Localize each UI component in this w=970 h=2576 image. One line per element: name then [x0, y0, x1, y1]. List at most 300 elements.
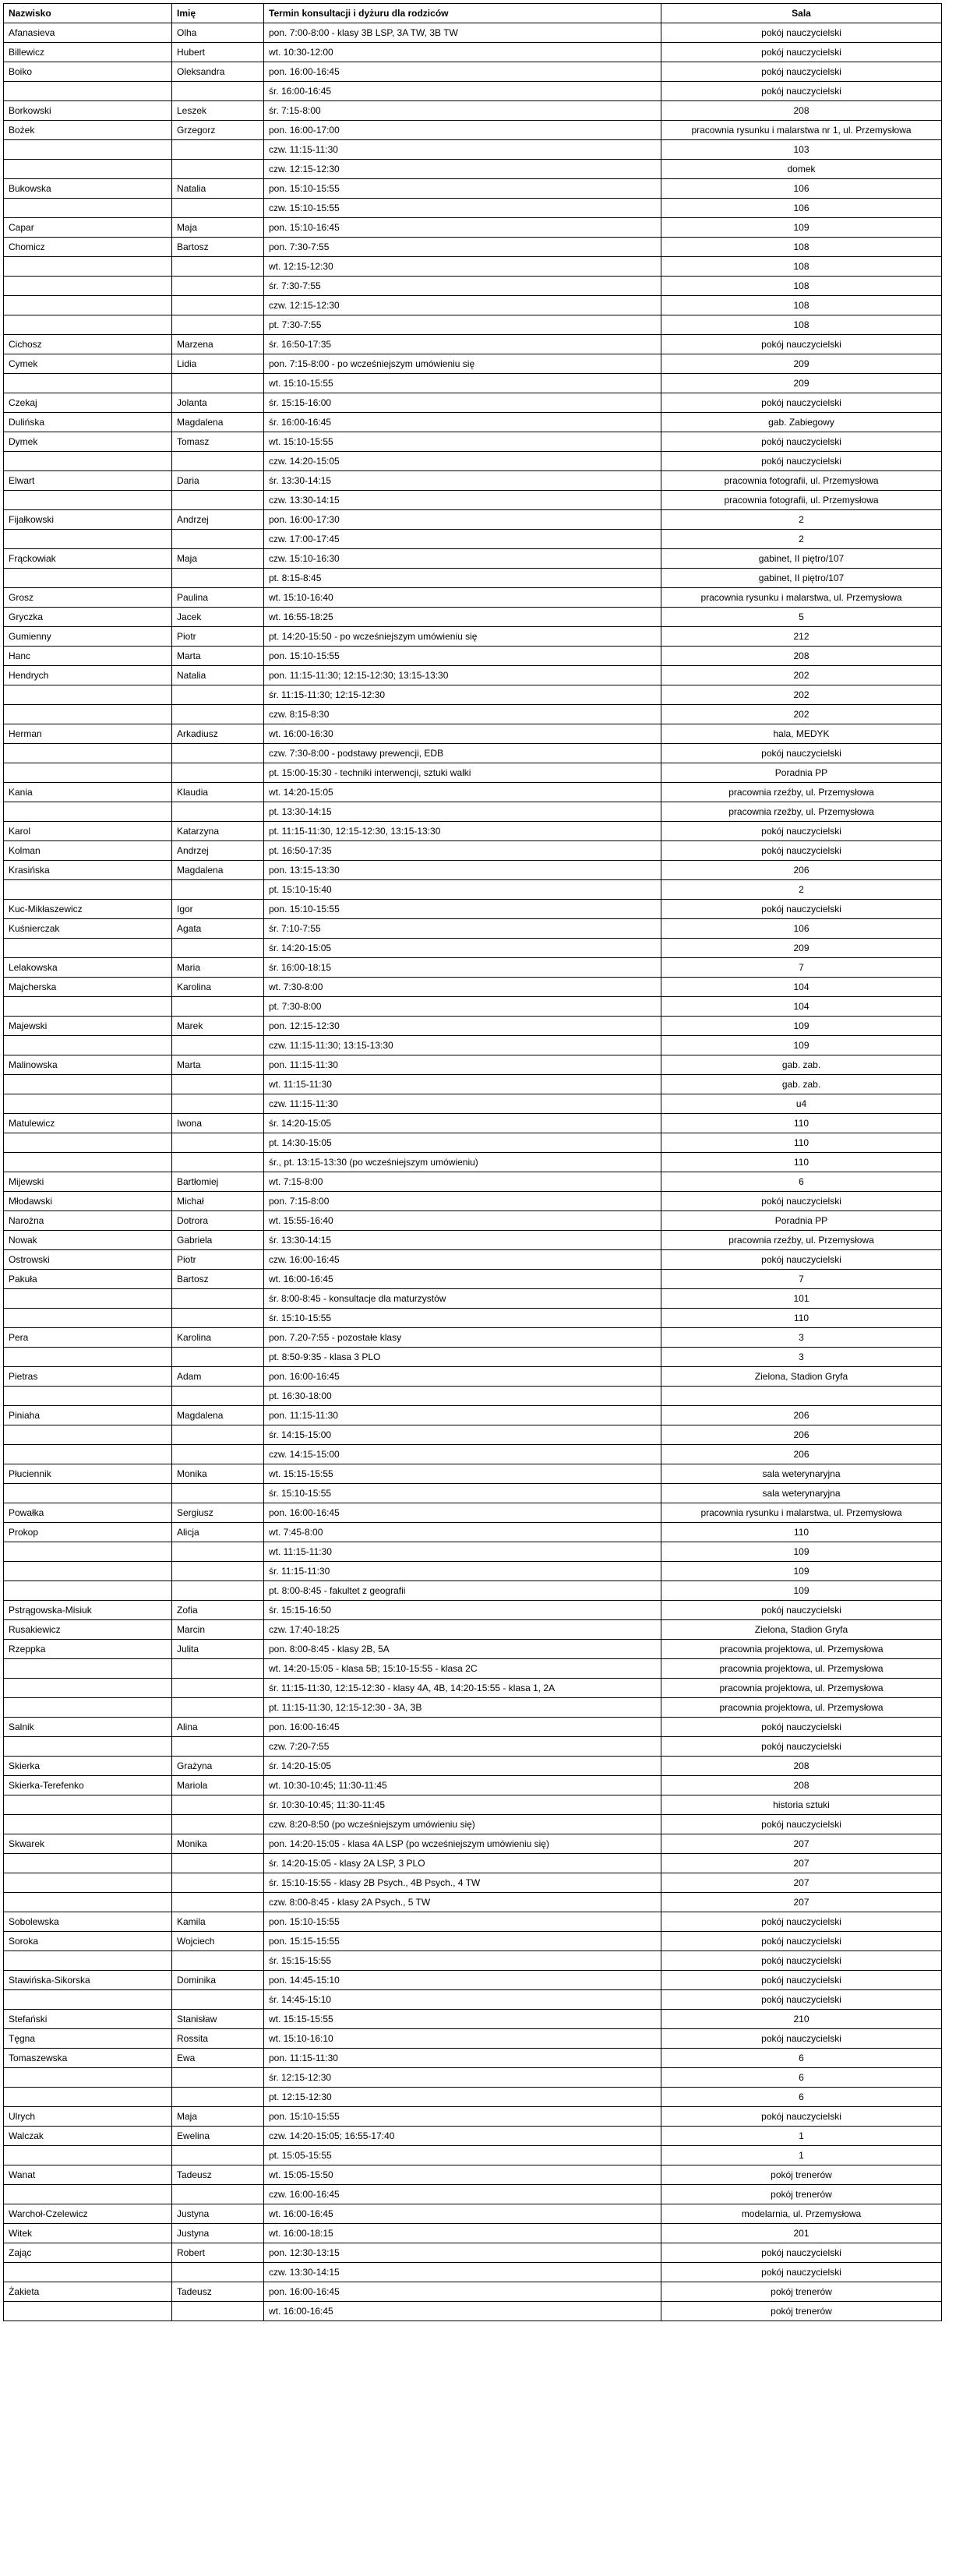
room-cell: gabinet, II piętro/107 — [661, 549, 942, 569]
table-row — [4, 2204, 942, 2224]
table-row — [4, 783, 942, 802]
first-name-cell — [172, 1289, 264, 1309]
term-cell: pon. 16:00-16:45 — [264, 62, 661, 82]
room-cell: 109 — [661, 1581, 942, 1601]
term-cell: pt. 16:50-17:35 — [264, 841, 661, 861]
term-cell: czw. 12:15-12:30 — [264, 160, 661, 179]
room-cell: 209 — [661, 939, 942, 958]
room-cell: gabinet, II piętro/107 — [661, 569, 942, 588]
room-cell: pokój nauczycielski — [661, 432, 942, 452]
room-cell: 5 — [661, 608, 942, 627]
term-cell: śr. 15:15-16:50 — [264, 1601, 661, 1620]
first-name-cell — [172, 160, 264, 179]
term-cell: wt. 15:10-15:55 — [264, 374, 661, 393]
table-row — [4, 588, 942, 608]
table-row — [4, 510, 942, 530]
term-cell: pon. 7:15-8:00 - po wcześniejszym umówieniu się — [264, 354, 661, 374]
term-cell: pon. 16:00-16:45 — [264, 2282, 661, 2302]
term-cell: wt. 16:00-16:45 — [264, 2204, 661, 2224]
first-name-cell — [172, 1562, 264, 1581]
first-name-cell: Daria — [172, 471, 264, 491]
surname-cell: Prokop — [4, 1523, 172, 1542]
term-cell: czw. 8:00-8:45 - klasy 2A Psych., 5 TW — [264, 1893, 661, 1912]
table-row — [4, 530, 942, 549]
first-name-cell — [172, 1990, 264, 2010]
table-row — [4, 1562, 942, 1581]
surname-cell: Salnik — [4, 1718, 172, 1737]
surname-cell — [4, 2185, 172, 2204]
surname-cell — [4, 1153, 172, 1172]
surname-cell: Czekaj — [4, 393, 172, 413]
term-cell: czw. 14:15-15:00 — [264, 1445, 661, 1464]
first-name-cell — [172, 1133, 264, 1153]
first-name-cell: Michał — [172, 1192, 264, 1211]
term-cell: pt. 14:30-15:05 — [264, 1133, 661, 1153]
first-name-cell: Iwona — [172, 1114, 264, 1133]
term-cell: pt. 15:00-15:30 - techniki interwencji, sztuki walki — [264, 763, 661, 783]
surname-cell — [4, 491, 172, 510]
table-row — [4, 1250, 942, 1270]
surname-cell — [4, 1348, 172, 1367]
term-cell: czw. 15:10-15:55 — [264, 199, 661, 218]
first-name-cell — [172, 199, 264, 218]
room-cell: u4 — [661, 1094, 942, 1114]
header-room: Sala — [661, 4, 942, 23]
surname-cell: Frąckowiak — [4, 549, 172, 569]
surname-cell — [4, 315, 172, 335]
term-cell: pon. 11:15-11:30 — [264, 2049, 661, 2068]
room-cell: 206 — [661, 1445, 942, 1464]
surname-cell: Bożek — [4, 121, 172, 140]
surname-cell: Capar — [4, 218, 172, 238]
surname-cell: Gumienny — [4, 627, 172, 647]
term-cell: pon. 15:10-15:55 — [264, 179, 661, 199]
surname-cell: Soroka — [4, 1932, 172, 1951]
term-cell: czw. 11:15-11:30; 13:15-13:30 — [264, 1036, 661, 1055]
table-row — [4, 374, 942, 393]
room-cell: 209 — [661, 374, 942, 393]
surname-cell: Pietras — [4, 1367, 172, 1387]
room-cell: 207 — [661, 1893, 942, 1912]
table-row — [4, 452, 942, 471]
term-cell: czw. 8:20-8:50 (po wcześniejszym umówieniu się) — [264, 1815, 661, 1834]
table-row — [4, 724, 942, 744]
table-row — [4, 1640, 942, 1659]
room-cell: 108 — [661, 238, 942, 257]
surname-cell — [4, 744, 172, 763]
first-name-cell: Natalia — [172, 666, 264, 685]
surname-cell — [4, 1990, 172, 2010]
term-cell: śr. 16:00-16:45 — [264, 82, 661, 101]
surname-cell — [4, 374, 172, 393]
first-name-cell — [172, 1075, 264, 1094]
header-first-name: Imię — [172, 4, 264, 23]
first-name-cell: Maria — [172, 958, 264, 978]
room-cell: pokój nauczycielski — [661, 744, 942, 763]
term-cell: śr. 14:20-15:05 — [264, 1114, 661, 1133]
room-cell: 201 — [661, 2224, 942, 2243]
surname-cell: Pstrągowska-Misiuk — [4, 1601, 172, 1620]
term-cell: wt. 11:15-11:30 — [264, 1075, 661, 1094]
surname-cell: Elwart — [4, 471, 172, 491]
room-cell: 206 — [661, 861, 942, 880]
table-row — [4, 1192, 942, 1211]
term-cell: pon. 7:30-7:55 — [264, 238, 661, 257]
first-name-cell: Monika — [172, 1834, 264, 1854]
room-cell: pokój nauczycielski — [661, 62, 942, 82]
room-cell: pokój trenerów — [661, 2185, 942, 2204]
room-cell: gab. zab. — [661, 1055, 942, 1075]
surname-cell: Walczak — [4, 2127, 172, 2146]
first-name-cell — [172, 2263, 264, 2282]
first-name-cell: Andrzej — [172, 510, 264, 530]
first-name-cell — [172, 1795, 264, 1815]
table-row — [4, 1406, 942, 1425]
surname-cell — [4, 1893, 172, 1912]
room-cell: Zielona, Stadion Gryfa — [661, 1620, 942, 1640]
surname-cell: Stawińska-Sikorska — [4, 1971, 172, 1990]
table-row — [4, 1834, 942, 1854]
table-row — [4, 413, 942, 432]
table-row — [4, 1659, 942, 1679]
term-cell: wt. 15:10-15:55 — [264, 432, 661, 452]
first-name-cell: Zofia — [172, 1601, 264, 1620]
term-cell: śr. 14:45-15:10 — [264, 1990, 661, 2010]
first-name-cell — [172, 2302, 264, 2321]
first-name-cell: Gabriela — [172, 1231, 264, 1250]
table-row — [4, 1153, 942, 1172]
room-cell — [661, 1387, 942, 1406]
surname-cell: Płuciennik — [4, 1464, 172, 1484]
surname-cell: Afanasieva — [4, 23, 172, 43]
surname-cell — [4, 2302, 172, 2321]
first-name-cell: Lidia — [172, 354, 264, 374]
first-name-cell — [172, 1542, 264, 1562]
first-name-cell — [172, 705, 264, 724]
table-row — [4, 1698, 942, 1718]
surname-cell: Krasińska — [4, 861, 172, 880]
first-name-cell — [172, 802, 264, 822]
table-row — [4, 354, 942, 374]
term-cell: śr. 15:15-15:55 — [264, 1951, 661, 1971]
first-name-cell: Arkadiusz — [172, 724, 264, 744]
table-row — [4, 1757, 942, 1776]
table-row — [4, 666, 942, 685]
room-cell: pokój nauczycielski — [661, 2263, 942, 2282]
table-row — [4, 1620, 942, 1640]
first-name-cell: Dotrora — [172, 1211, 264, 1231]
term-cell: pt. 7:30-7:55 — [264, 315, 661, 335]
room-cell: 108 — [661, 257, 942, 277]
surname-cell: Cymek — [4, 354, 172, 374]
room-cell: pokój nauczycielski — [661, 1250, 942, 1270]
surname-cell: Chomicz — [4, 238, 172, 257]
surname-cell: Lelakowska — [4, 958, 172, 978]
table-row — [4, 822, 942, 841]
first-name-cell: Magdalena — [172, 1406, 264, 1425]
surname-cell — [4, 997, 172, 1017]
surname-cell: Rzeppka — [4, 1640, 172, 1659]
first-name-cell — [172, 1893, 264, 1912]
first-name-cell — [172, 140, 264, 160]
first-name-cell: Leszek — [172, 101, 264, 121]
table-row — [4, 471, 942, 491]
room-cell: 6 — [661, 2068, 942, 2088]
room-cell: 108 — [661, 277, 942, 296]
first-name-cell — [172, 1815, 264, 1834]
table-row — [4, 569, 942, 588]
term-cell: pon. 15:15-15:55 — [264, 1932, 661, 1951]
term-cell: czw. 7:30-8:00 - podstawy prewencji, EDB — [264, 744, 661, 763]
term-cell: śr. 14:20-15:05 — [264, 1757, 661, 1776]
room-cell: 7 — [661, 1270, 942, 1289]
surname-cell: Żakieta — [4, 2282, 172, 2302]
surname-cell — [4, 880, 172, 900]
first-name-cell — [172, 1309, 264, 1328]
room-cell: 104 — [661, 978, 942, 997]
table-row — [4, 1211, 942, 1231]
table-row — [4, 1893, 942, 1912]
room-cell: 110 — [661, 1309, 942, 1328]
room-cell: modelarnia, ul. Przemysłowa — [661, 2204, 942, 2224]
first-name-cell: Maja — [172, 2107, 264, 2127]
term-cell: wt. 15:15-15:55 — [264, 2010, 661, 2029]
first-name-cell — [172, 374, 264, 393]
term-cell: czw. 7:20-7:55 — [264, 1737, 661, 1757]
room-cell: 208 — [661, 101, 942, 121]
surname-cell: Witek — [4, 2224, 172, 2243]
surname-cell — [4, 1659, 172, 1679]
surname-cell — [4, 2068, 172, 2088]
table-row — [4, 1951, 942, 1971]
room-cell: 106 — [661, 199, 942, 218]
room-cell: Poradnia PP — [661, 763, 942, 783]
first-name-cell — [172, 744, 264, 763]
term-cell: czw. 12:15-12:30 — [264, 296, 661, 315]
term-cell: pon. 15:10-15:55 — [264, 2107, 661, 2127]
table-row — [4, 257, 942, 277]
term-cell: pt. 16:30-18:00 — [264, 1387, 661, 1406]
table-row — [4, 101, 942, 121]
surname-cell: Malinowska — [4, 1055, 172, 1075]
table-row — [4, 1328, 942, 1348]
term-cell: pon. 14:20-15:05 - klasa 4A LSP (po wcześniejszym umówieniu się) — [264, 1834, 661, 1854]
room-cell: Poradnia PP — [661, 1211, 942, 1231]
room-cell: pracownia rzeźby, ul. Przemysłowa — [661, 1231, 942, 1250]
surname-cell — [4, 1737, 172, 1757]
surname-cell — [4, 1581, 172, 1601]
room-cell: 3 — [661, 1328, 942, 1348]
table-row — [4, 2263, 942, 2282]
room-cell: pokój nauczycielski — [661, 1990, 942, 2010]
term-cell: śr. 15:10-15:55 — [264, 1484, 661, 1503]
table-row — [4, 2049, 942, 2068]
surname-cell: Boiko — [4, 62, 172, 82]
surname-cell — [4, 160, 172, 179]
surname-cell — [4, 1425, 172, 1445]
term-cell: pon. 16:00-16:45 — [264, 1503, 661, 1523]
room-cell: pracownia rysunku i malarstwa, ul. Przemysłowa — [661, 588, 942, 608]
table-row — [4, 432, 942, 452]
surname-cell: Piniaha — [4, 1406, 172, 1425]
surname-cell — [4, 1562, 172, 1581]
surname-cell: Sobolewska — [4, 1912, 172, 1932]
table-row — [4, 1932, 942, 1951]
surname-cell: Hanc — [4, 647, 172, 666]
table-row — [4, 238, 942, 257]
term-cell: pon. 7:00-8:00 - klasy 3B LSP, 3A TW, 3B TW — [264, 23, 661, 43]
surname-cell: Kolman — [4, 841, 172, 861]
room-cell: pokój nauczycielski — [661, 1912, 942, 1932]
first-name-cell: Wojciech — [172, 1932, 264, 1951]
surname-cell: Powałka — [4, 1503, 172, 1523]
first-name-cell: Alina — [172, 1718, 264, 1737]
first-name-cell — [172, 1679, 264, 1698]
term-cell: wt. 15:05-15:50 — [264, 2165, 661, 2185]
table-row — [4, 1094, 942, 1114]
room-cell: pokój nauczycielski — [661, 2243, 942, 2263]
table-row — [4, 2185, 942, 2204]
term-cell: pt. 12:15-12:30 — [264, 2088, 661, 2107]
surname-cell: Skwarek — [4, 1834, 172, 1854]
room-cell: 103 — [661, 140, 942, 160]
table-row — [4, 1971, 942, 1990]
surname-cell — [4, 685, 172, 705]
table-row — [4, 218, 942, 238]
first-name-cell — [172, 296, 264, 315]
room-cell: domek — [661, 160, 942, 179]
room-cell: Zielona, Stadion Gryfa — [661, 1367, 942, 1387]
room-cell: 2 — [661, 510, 942, 530]
first-name-cell — [172, 1348, 264, 1367]
term-cell: pon. 12:15-12:30 — [264, 1017, 661, 1036]
surname-cell — [4, 530, 172, 549]
table-row — [4, 685, 942, 705]
term-cell: pon. 16:00-16:45 — [264, 1718, 661, 1737]
first-name-cell — [172, 1698, 264, 1718]
table-row — [4, 1114, 942, 1133]
room-cell: pokój nauczycielski — [661, 900, 942, 919]
surname-cell: Gryczka — [4, 608, 172, 627]
table-row — [4, 160, 942, 179]
room-cell: 108 — [661, 315, 942, 335]
first-name-cell: Jolanta — [172, 393, 264, 413]
term-cell: wt. 12:15-12:30 — [264, 257, 661, 277]
room-cell: pracownia rzeźby, ul. Przemysłowa — [661, 802, 942, 822]
term-cell: wt. 15:15-15:55 — [264, 1464, 661, 1484]
term-cell: czw. 16:00-16:45 — [264, 2185, 661, 2204]
first-name-cell: Kamila — [172, 1912, 264, 1932]
first-name-cell: Monika — [172, 1464, 264, 1484]
surname-cell — [4, 1873, 172, 1893]
surname-cell — [4, 1445, 172, 1464]
table-row — [4, 2302, 942, 2321]
surname-cell — [4, 1094, 172, 1114]
room-cell: 1 — [661, 2146, 942, 2165]
first-name-cell: Jacek — [172, 608, 264, 627]
first-name-cell — [172, 1484, 264, 1503]
surname-cell: Dulińska — [4, 413, 172, 432]
surname-cell — [4, 1815, 172, 1834]
surname-cell: Kania — [4, 783, 172, 802]
room-cell: 110 — [661, 1153, 942, 1172]
term-cell: pt. 11:15-11:30, 12:15-12:30, 13:15-13:30 — [264, 822, 661, 841]
room-cell: pokój trenerów — [661, 2165, 942, 2185]
table-row — [4, 1776, 942, 1795]
surname-cell: Kuśnierczak — [4, 919, 172, 939]
table-row — [4, 491, 942, 510]
room-cell: 202 — [661, 666, 942, 685]
room-cell: pokój nauczycielski — [661, 1737, 942, 1757]
surname-cell: Tomaszewska — [4, 2049, 172, 2068]
surname-cell — [4, 277, 172, 296]
table-row — [4, 277, 942, 296]
room-cell: 2 — [661, 880, 942, 900]
first-name-cell: Alicja — [172, 1523, 264, 1542]
surname-cell — [4, 2263, 172, 2282]
term-cell: pon. 12:30-13:15 — [264, 2243, 661, 2263]
first-name-cell — [172, 763, 264, 783]
table-row — [4, 1289, 942, 1309]
first-name-cell: Ewa — [172, 2049, 264, 2068]
table-row — [4, 2282, 942, 2302]
first-name-cell: Igor — [172, 900, 264, 919]
term-cell: śr. 13:30-14:15 — [264, 471, 661, 491]
room-cell: pokój nauczycielski — [661, 2029, 942, 2049]
term-cell: wt. 16:55-18:25 — [264, 608, 661, 627]
room-cell: gab. Zabiegowy — [661, 413, 942, 432]
term-cell: wt. 16:00-16:45 — [264, 2302, 661, 2321]
table-row — [4, 1484, 942, 1503]
table-row — [4, 1425, 942, 1445]
surname-cell — [4, 1679, 172, 1698]
term-cell: pt. 15:10-15:40 — [264, 880, 661, 900]
room-cell: 202 — [661, 705, 942, 724]
term-cell: wt. 15:55-16:40 — [264, 1211, 661, 1231]
table-row — [4, 43, 942, 62]
first-name-cell: Piotr — [172, 627, 264, 647]
room-cell: pokój trenerów — [661, 2282, 942, 2302]
term-cell: śr. 16:50-17:35 — [264, 335, 661, 354]
surname-cell — [4, 1854, 172, 1873]
room-cell: 109 — [661, 1036, 942, 1055]
term-cell: pon. 7.20-7:55 - pozostałe klasy — [264, 1328, 661, 1348]
room-cell: pokój nauczycielski — [661, 822, 942, 841]
term-cell: pon. 11:15-11:30 — [264, 1406, 661, 1425]
table-row — [4, 900, 942, 919]
surname-cell: Pera — [4, 1328, 172, 1348]
first-name-cell: Klaudia — [172, 783, 264, 802]
term-cell: śr. 14:20-15:05 — [264, 939, 661, 958]
surname-cell: Herman — [4, 724, 172, 744]
term-cell: wt. 15:10-16:10 — [264, 2029, 661, 2049]
room-cell: 109 — [661, 1562, 942, 1581]
term-cell: czw. 11:15-11:30 — [264, 140, 661, 160]
table-row — [4, 2107, 942, 2127]
first-name-cell: Rossita — [172, 2029, 264, 2049]
first-name-cell — [172, 1425, 264, 1445]
surname-cell — [4, 452, 172, 471]
first-name-cell: Bartosz — [172, 1270, 264, 1289]
term-cell: pon. 7:15-8:00 — [264, 1192, 661, 1211]
table-row — [4, 1017, 942, 1036]
term-cell: śr. 7:10-7:55 — [264, 919, 661, 939]
surname-cell — [4, 1542, 172, 1562]
first-name-cell — [172, 82, 264, 101]
surname-cell: Fijałkowski — [4, 510, 172, 530]
first-name-cell: Hubert — [172, 43, 264, 62]
room-cell: 101 — [661, 1289, 942, 1309]
